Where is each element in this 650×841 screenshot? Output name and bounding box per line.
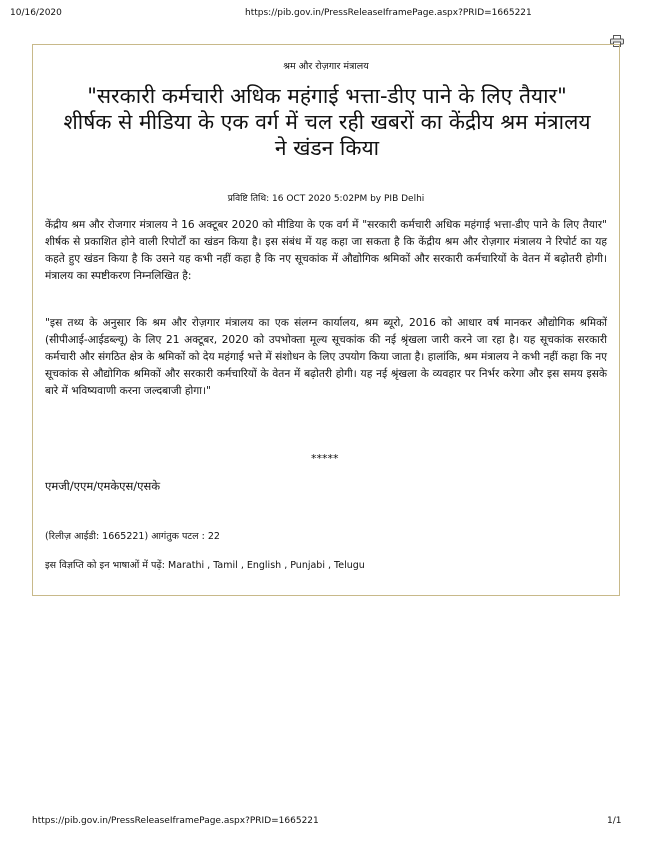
release-info: (रिलीज़ आईडी: 1665221) आगंतुक पटल : 22 <box>45 531 220 542</box>
author-initials: एमजी/एएम/एमकेएस/एसके <box>45 479 161 493</box>
languages-row: इस विज्ञप्ति को इन भाषाओं में पढ़ें: Marathi , Tamil , English , Punjabi , Telugu <box>45 560 365 571</box>
languages-prefix: इस विज्ञप्ति को इन भाषाओं में पढ़ें: <box>45 560 165 571</box>
language-link-marathi[interactable]: Marathi <box>168 560 205 571</box>
posted-on: प्रविष्टि तिथि: 16 OCT 2020 5:02PM by PIB Delhi <box>227 194 425 204</box>
language-link-telugu[interactable]: Telugu <box>334 560 365 571</box>
print-header-url: https://pib.gov.in/PressReleaseIframePage.aspx?PRID=1665221 <box>245 8 532 18</box>
body-paragraph-2: "इस तथ्य के अनुसार कि श्रम और रोज़गार मंत्रालय का एक संलग्न कार्यालय, श्रम ब्यूरो, 2016 को आधार वर्ष मानकर औद्योगिक श्रमिकों (सीपीआई-आईडब्ल्यू) के लिए 21 अक्टूबर, 2020 को उपभोक्ता मूल्य सूचकांक की नई श्रृंखला जारी करने जा रहा है। यह सूचकांक सरकारी कर्मचारी और संगठित क्षेत्र के श्रमिकों को देय महंगाई भत्ते में संशोधन के लिए उपयोग किया जाता है। हालांकि, श्रम मंत्रालय ने कभी नहीं कहा कि नए सूचकांक से औद्योगिक श्रमिकों और सरकारी कर्मचारियों के वेतन में बढ़ोतरी होगी। यह नई श्रृंखला के व्यवहार पर निर्भर करेगा और इस समय इसके बारे में भविष्यवाणी करना जल्दबाजी होगा।" <box>45 317 607 397</box>
ministry-name: श्रम और रोज़गार मंत्रालय <box>283 61 369 72</box>
printer-icon[interactable] <box>610 32 624 44</box>
language-link-punjabi[interactable]: Punjabi <box>290 560 325 571</box>
body-paragraph-1: केंद्रीय श्रम और रोजगार मंत्रालय ने 16 अक्टूबर 2020 को मीडिया के एक वर्ग में "सरकारी कर्मचारी अधिक महंगाई भत्ता-डीए पाने के लिए तैयार" शीर्षक से प्रकाशित होने वाली रिपोर्टों का खंडन किया है। इस संबंध में यह कहा जा सकता है कि केंद्रीय श्रम और रोज़गार मंत्रालय ने रिपोर्ट का यह कहते हुए खंडन किया है कि उसने यह कभी नहीं कहा है कि नए सूचकांक में औद्योगिक श्रमिकों और सरकारी कर्मचारियों के वेतन में बढ़ोतरी होगी। मंत्रालय का स्पष्टीकरण निम्नलिखित है: <box>45 219 607 282</box>
page-title: "सरकारी कर्मचारी अधिक महंगाई भत्ता-डीए पाने के लिए तैयार" शीर्षक से मीडिया के एक वर्ग में चल रही खबरों का केंद्रीय श्रम मंत्रालय ने खंडन किया <box>63 84 591 160</box>
language-link-english[interactable]: English <box>246 560 282 571</box>
press-release-frame <box>32 44 620 596</box>
print-date: 10/16/2020 <box>10 8 62 18</box>
language-link-tamil[interactable]: Tamil <box>213 560 238 571</box>
separator-stars: ***** <box>311 452 339 465</box>
print-footer-url: https://pib.gov.in/PressReleaseIframePage.aspx?PRID=1665221 <box>32 816 319 826</box>
page-number: 1/1 <box>607 816 622 826</box>
